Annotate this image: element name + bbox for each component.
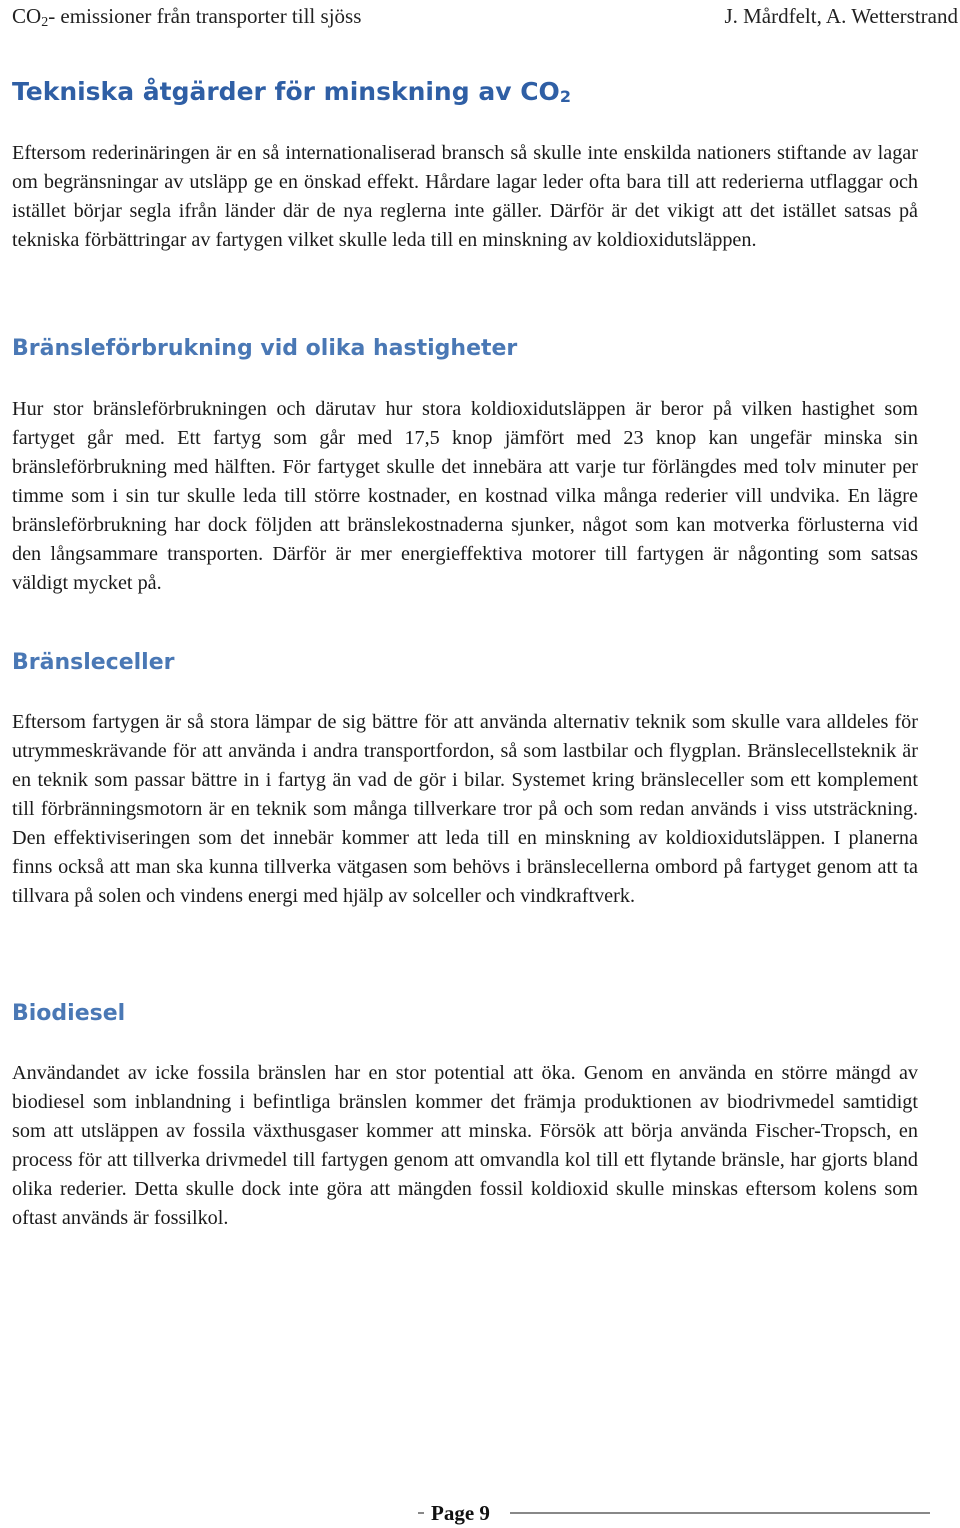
page-footer [0, 1498, 960, 1528]
main-heading [12, 74, 571, 115]
footer-rule-left [418, 1512, 424, 1514]
document-title-prefix: CO [12, 4, 42, 28]
document-title [12, 2, 361, 37]
document-title-subscript: 2 [41, 15, 49, 30]
section-heading-fuel-cells: Bränsleceller [12, 650, 175, 675]
section-paragraph-fuel-consumption: Hur stor bränsleförbrukningen och därutav hur stora koldioxidutsläppen är beror på vilken hastighet som fartyget går med. Ett fartyg som går med 17,5 knop jämfört med 23 knop kan ungefär minska sin bränsleförbrukning med hälften. För fartyget skulle det innebära att varje tur förlängdes med tolv minuter per timme som i sin tur skulle leda till större kostnader, en kostnad vilka många rederier vill undvika. En lägre bränsleförbrukning har dock följden att bränslekostnaderna sjunker, något som kan motverka förlusterna vid den långsammare transporten. Därför är mer energieffektiva motorer till fartygen är någonting som satsas väldigt mycket på. [12, 398, 918, 594]
page-number: Page 9 [431, 1501, 490, 1525]
section-heading-biodiesel: Biodiesel [12, 1001, 126, 1026]
document-authors: J. Mårdfelt, A. Wetterstrand [724, 4, 958, 28]
main-heading-subscript: 2 [559, 87, 571, 106]
section-heading-fuel-consumption: Bränsleförbrukning vid olika hastigheter [12, 336, 518, 361]
footer-rule-right [510, 1512, 930, 1514]
intro-paragraph: Eftersom rederinäringen är en så internationaliserad bransch så skulle inte enskilda nationers stiftande av lagar om begränsningar av utsläpp ge en önskad effekt. Hårdare lagar leder ofta bara till att rederierna utflaggar och istället börjar segla ifrån länder där de nya reglerna inte gäller. Därför är det vikigt att det istället satsas på tekniska förbättringar av fartygen vilket skulle leda till en minskning av koldioxidutsläppen. [12, 142, 918, 251]
section-paragraph-biodiesel: Användandet av icke fossila bränslen har en stor potential att öka. Genom en använda en större mängd av biodiesel som inblandning i befintliga bränslen kommer det främja produktionen av biodrivmedel samtidigt som att utsläppen av fossila växthusgaser kommer att minska. Försök att börja använda Fischer-Tropsch, en process för att tillverka drivmedel till fartygen genom att omvandla kol till ett flytande bränsle, har gjorts bland olika rederier. Detta skulle dock inte göra att mängden fossil koldioxid skulle minskas eftersom kolens som oftast används är fossilkol. [12, 1062, 918, 1229]
document-title-suffix: - emissioner från transporter till sjöss [48, 4, 362, 28]
page-header [12, 0, 958, 36]
main-heading-text: Tekniska åtgärder för minskning av CO [12, 77, 560, 106]
section-paragraph-fuel-cells: Eftersom fartygen är så stora lämpar de sig bättre för att använda alternativ teknik som skulle vara alldeles för utrymmeskrävande för att använda i andra transportfordon, så som lastbilar och flygplan. Bränslecellsteknik är en teknik som passar bättre in i fartyg än vad de gör i bilar. Systemet kring bränsleceller som ett komplement till förbränningsmotorn är en teknik som många tillverkare tror på och som redan används i viss utsträckning. Den effektiviseringen som det innebär kommer att leda till en minskning av koldioxidutsläppen. I planerna finns också att man ska kunna tillverka vätgasen som behövs i bränslecellerna ombord på fartyget genom att ta tillvara på solen och vindens energi med hjälp av solceller och vindkraftverk. [12, 711, 918, 907]
